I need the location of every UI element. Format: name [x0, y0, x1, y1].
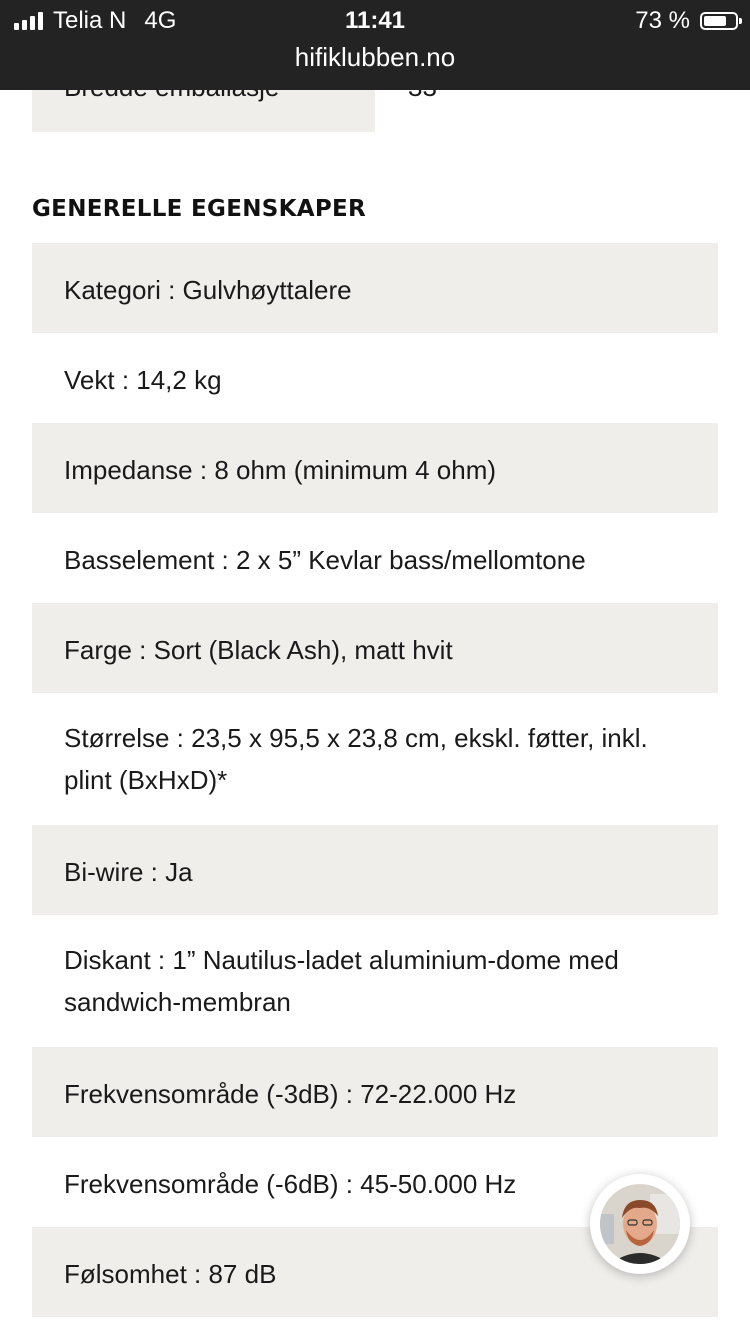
property-row: Vekt : 14,2 kg [64, 365, 222, 395]
status-right [635, 6, 738, 36]
property-row: Kategori : Gulvhøyttalere [32, 243, 718, 333]
property-row: Størrelse : 23,5 x 95,5 x 23,8 cm, ekskl. føtter, inkl. plint (BxHxD)* [64, 723, 648, 795]
section-title: GENERELLE EGENSKAPER [32, 196, 367, 222]
property-row: Bi-wire : Ja [32, 825, 718, 915]
battery-fill [704, 16, 726, 26]
property-row: Frekvensområde (-6dB) : 45-50.000 Hz [64, 1169, 517, 1199]
property-row: Frekvensområde (-3dB) : 72-22.000 Hz [32, 1047, 718, 1137]
property-row: Farge : Sort (Black Ash), matt hvit [32, 603, 718, 693]
network-type: 4G [144, 7, 177, 34]
chat-button[interactable] [590, 1174, 690, 1274]
battery-icon [700, 12, 738, 30]
carrier-name: Telia N [53, 7, 127, 34]
property-row: Følsomhet : 87 dB [32, 1227, 718, 1317]
battery-percent: 73 % [635, 7, 690, 34]
status-bar [0, 0, 750, 90]
clock: 11:41 [344, 7, 406, 34]
property-row: Basselement : 2 x 5” Kevlar bass/mellomtone [64, 545, 586, 575]
chat-avatar-icon [600, 1184, 680, 1264]
address-bar-url[interactable]: hifiklubben.no [294, 42, 456, 72]
property-row: Diskant : 1” Nautilus-ladet aluminium-dome med sandwich-membran [64, 945, 619, 1017]
properties-list [32, 243, 718, 1317]
property-row: Impedanse : 8 ohm (minimum 4 ohm) [32, 423, 718, 513]
